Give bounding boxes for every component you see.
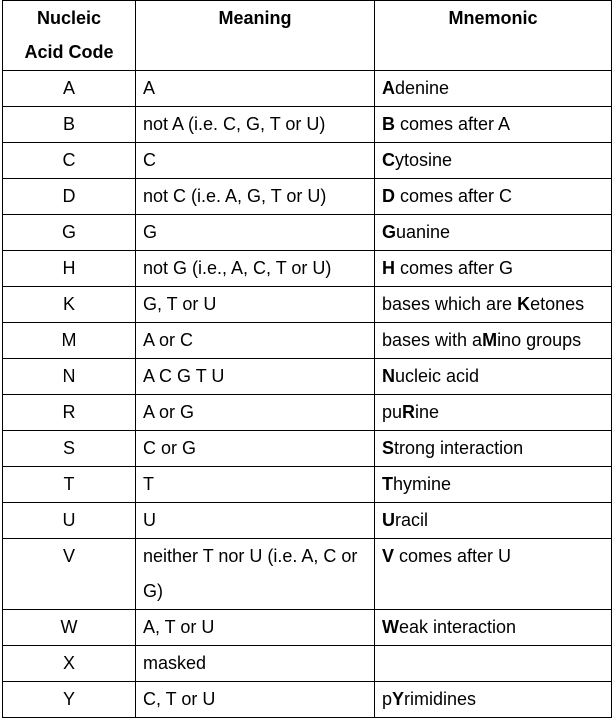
mnemonic-rest: trong interaction bbox=[394, 438, 524, 458]
header-code-line2: Acid Code bbox=[24, 42, 114, 62]
meaning-cell: not C (i.e. A, G, T or U) bbox=[136, 179, 375, 215]
mnemonic-bold: Y bbox=[392, 689, 405, 709]
mnemonic-cell bbox=[375, 395, 612, 431]
mnemonic-rest: comes after A bbox=[395, 114, 511, 134]
mnemonic-bold: K bbox=[517, 294, 531, 314]
table-row bbox=[3, 215, 612, 251]
mnemonic-rest: ytosine bbox=[395, 150, 453, 170]
mnemonic-bold: W bbox=[382, 617, 399, 637]
mnemonic-cell bbox=[375, 71, 612, 107]
table-row bbox=[3, 359, 612, 395]
meaning-cell: T bbox=[136, 467, 375, 503]
mnemonic-cell bbox=[375, 107, 612, 143]
meaning-cell: C or G bbox=[136, 431, 375, 467]
code-cell: N bbox=[3, 359, 136, 395]
mnemonic-bold: A bbox=[382, 78, 395, 98]
meaning-cell: A bbox=[136, 71, 375, 107]
mnemonic-pre: pu bbox=[382, 402, 403, 422]
mnemonic-bold: S bbox=[382, 438, 395, 458]
mnemonic-bold: D bbox=[382, 186, 395, 206]
code-cell: B bbox=[3, 107, 136, 143]
table-row bbox=[3, 71, 612, 107]
meaning-cell: neither T nor U (i.e. A, C or G) bbox=[136, 539, 375, 610]
table-row bbox=[3, 539, 612, 610]
mnemonic-cell bbox=[375, 539, 612, 610]
mnemonic-bold: G bbox=[382, 222, 397, 242]
mnemonic-rest: ucleic acid bbox=[395, 366, 480, 386]
mnemonic-rest: etones bbox=[530, 294, 585, 314]
code-cell: X bbox=[3, 646, 136, 682]
code-cell: R bbox=[3, 395, 136, 431]
mnemonic-bold: U bbox=[382, 510, 395, 530]
mnemonic-rest: denine bbox=[395, 78, 450, 98]
mnemonic-rest: comes after U bbox=[394, 546, 512, 566]
code-cell: S bbox=[3, 431, 136, 467]
mnemonic-cell bbox=[375, 287, 612, 323]
code-cell: C bbox=[3, 143, 136, 179]
meaning-cell: not A (i.e. C, G, T or U) bbox=[136, 107, 375, 143]
meaning-cell: masked bbox=[136, 646, 375, 682]
mnemonic-rest: comes after G bbox=[395, 258, 514, 278]
mnemonic-bold: V bbox=[382, 546, 395, 566]
table-row bbox=[3, 503, 612, 539]
code-cell: M bbox=[3, 323, 136, 359]
code-cell: H bbox=[3, 251, 136, 287]
mnemonic-bold: H bbox=[382, 258, 395, 278]
mnemonic-cell bbox=[375, 215, 612, 251]
table-row bbox=[3, 179, 612, 215]
code-cell: K bbox=[3, 287, 136, 323]
mnemonic-cell bbox=[375, 610, 612, 646]
mnemonic-rest: eak interaction bbox=[399, 617, 517, 637]
mnemonic-cell bbox=[375, 646, 612, 682]
meaning-cell: C, T or U bbox=[136, 682, 375, 718]
table-row bbox=[3, 143, 612, 179]
mnemonic-bold: B bbox=[382, 114, 395, 134]
header-mnemonic: Mnemonic bbox=[375, 1, 612, 71]
meaning-cell: not G (i.e., A, C, T or U) bbox=[136, 251, 375, 287]
table-row bbox=[3, 467, 612, 503]
meaning-cell: A C G T U bbox=[136, 359, 375, 395]
code-cell: W bbox=[3, 610, 136, 646]
header-row bbox=[3, 1, 612, 71]
mnemonic-rest: ino groups bbox=[497, 330, 582, 350]
mnemonic-bold: T bbox=[382, 474, 393, 494]
table-row bbox=[3, 323, 612, 359]
table-row bbox=[3, 682, 612, 718]
mnemonic-cell bbox=[375, 359, 612, 395]
mnemonic-pre: p bbox=[382, 689, 393, 709]
mnemonic-bold: R bbox=[402, 402, 416, 422]
table-row bbox=[3, 431, 612, 467]
mnemonic-bold: C bbox=[382, 150, 395, 170]
meaning-cell: A or C bbox=[136, 323, 375, 359]
mnemonic-cell bbox=[375, 143, 612, 179]
mnemonic-cell bbox=[375, 467, 612, 503]
header-code-line1: Nucleic bbox=[36, 8, 102, 28]
meaning-cell: C bbox=[136, 143, 375, 179]
code-cell: G bbox=[3, 215, 136, 251]
mnemonic-rest: ine bbox=[415, 402, 440, 422]
mnemonic-pre: bases with a bbox=[382, 330, 483, 350]
nucleic-acid-code-table bbox=[2, 0, 612, 718]
code-cell: Y bbox=[3, 682, 136, 718]
table-row bbox=[3, 610, 612, 646]
mnemonic-cell bbox=[375, 323, 612, 359]
code-cell: T bbox=[3, 467, 136, 503]
meaning-cell: A, T or U bbox=[136, 610, 375, 646]
mnemonic-pre: bases which are bbox=[382, 294, 518, 314]
table-row bbox=[3, 107, 612, 143]
mnemonic-rest: rimidines bbox=[404, 689, 477, 709]
mnemonic-cell bbox=[375, 251, 612, 287]
meaning-cell: G bbox=[136, 215, 375, 251]
mnemonic-rest: racil bbox=[395, 510, 429, 530]
table-row bbox=[3, 251, 612, 287]
meaning-cell: G, T or U bbox=[136, 287, 375, 323]
code-cell: D bbox=[3, 179, 136, 215]
header-meaning: Meaning bbox=[136, 1, 375, 71]
mnemonic-cell bbox=[375, 179, 612, 215]
code-cell: V bbox=[3, 539, 136, 610]
table-row bbox=[3, 395, 612, 431]
mnemonic-cell bbox=[375, 503, 612, 539]
mnemonic-cell bbox=[375, 682, 612, 718]
mnemonic-rest: comes after C bbox=[395, 186, 513, 206]
header-code bbox=[3, 1, 136, 71]
mnemonic-rest: hymine bbox=[393, 474, 452, 494]
code-cell: U bbox=[3, 503, 136, 539]
mnemonic-bold: N bbox=[382, 366, 395, 386]
code-cell: A bbox=[3, 71, 136, 107]
mnemonic-bold: M bbox=[482, 330, 498, 350]
mnemonic-rest: uanine bbox=[396, 222, 451, 242]
mnemonic-cell bbox=[375, 431, 612, 467]
table-row bbox=[3, 646, 612, 682]
table-row bbox=[3, 287, 612, 323]
meaning-cell: U bbox=[136, 503, 375, 539]
meaning-cell: A or G bbox=[136, 395, 375, 431]
